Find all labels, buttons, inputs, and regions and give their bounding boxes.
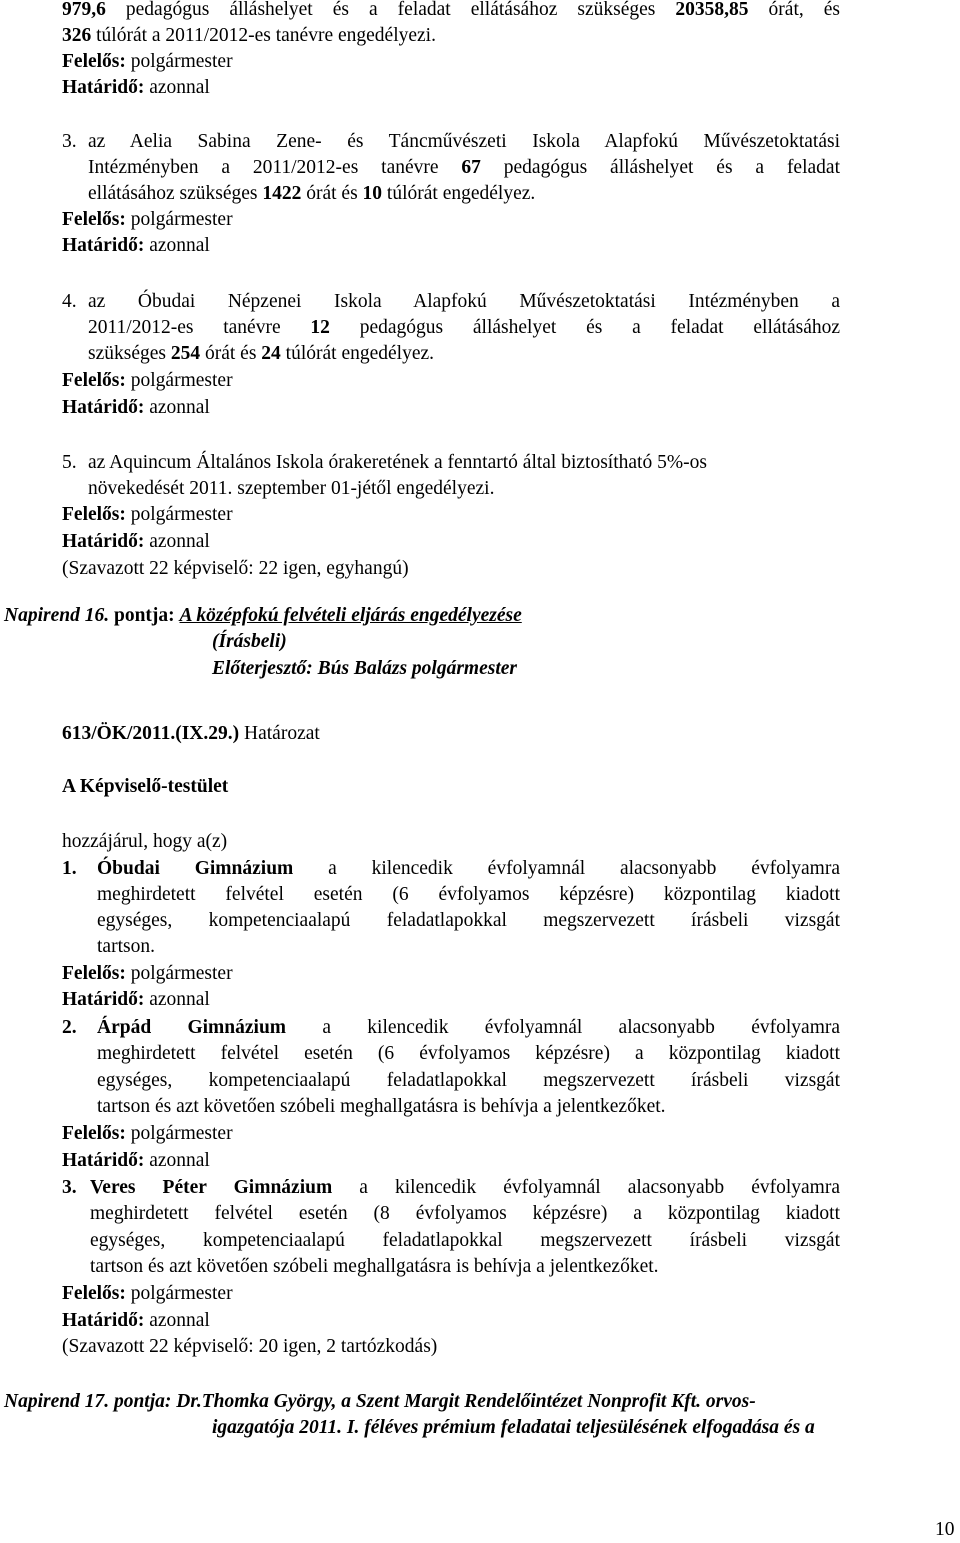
school2-number: 2.	[62, 1017, 77, 1038]
agenda17-line-2: igazgatója 2011. I. féléves prémium feladatai teljesülésének elfogadása és a	[212, 1417, 815, 1438]
school2-line-4: tartson és azt követően szóbeli meghallgatásra is behívja a jelentkezőket.	[97, 1096, 666, 1117]
school3-deadline: Határidő: azonnal	[62, 1310, 210, 1331]
school1-deadline: Határidő: azonnal	[62, 989, 210, 1010]
agenda16-presenter: Előterjesztő: Bús Balázs polgármester	[212, 658, 517, 679]
item4-number: 4.	[62, 291, 77, 312]
item4-responsible: Felelős: polgármester	[62, 370, 233, 391]
school2-responsible: Felelős: polgármester	[62, 1123, 233, 1144]
top-item-line-1: 979,6 pedagógus álláshelyet és a feladat ellátásához szükséges 20358,85 órát, és	[62, 0, 840, 20]
school1-line-2: meghirdetett felvétel esetén (6 évfolyamos képzésre) központilag kiadott	[97, 884, 840, 905]
school3-responsible: Felelős: polgármester	[62, 1283, 233, 1304]
item5-line-2: növekedését 2011. szeptember 01-jétől engedélyezi.	[88, 478, 495, 499]
item5-deadline: Határidő: azonnal	[62, 531, 210, 552]
school2-line-3: egységes, kompetenciaalapú feladatlapokkal megszervezett írásbeli vizsgát	[97, 1070, 840, 1091]
school3-line-1: Veres Péter Gimnázium a kilencedik évfolyamnál alacsonyabb évfolyamra	[90, 1177, 840, 1198]
item3-deadline: Határidő: azonnal	[62, 235, 210, 256]
item3-number: 3.	[62, 131, 77, 152]
agenda16-subtitle: (Írásbeli)	[212, 631, 287, 652]
vote-2: (Szavazott 22 képviselő: 20 igen, 2 tartózkodás)	[62, 1336, 438, 1357]
school1-line-1: Óbudai Gimnázium a kilencedik évfolyamnál alacsonyabb évfolyamra	[97, 858, 840, 879]
page-number: 10	[935, 1519, 955, 1540]
resolution-number: 613/ÖK/2011.(IX.29.) Határozat	[62, 723, 320, 744]
resolution-intro: hozzájárul, hogy a(z)	[62, 831, 228, 852]
school3-line-4: tartson és azt követően szóbeli meghallgatásra is behívja a jelentkezőket.	[90, 1256, 659, 1277]
item3-line-2: Intézményben a 2011/2012-es tanévre 67 pedagógus álláshelyet és a feladat	[88, 157, 840, 178]
item3-line-3: ellátásához szükséges 1422 órát és 10 túlórát engedélyez.	[88, 183, 536, 204]
top-item-deadline: Határidő: azonnal	[62, 77, 210, 98]
item3-responsible: Felelős: polgármester	[62, 209, 233, 230]
school2-deadline: Határidő: azonnal	[62, 1150, 210, 1171]
school3-line-2: meghirdetett felvétel esetén (8 évfolyamos képzésre) a központilag kiadott	[90, 1203, 840, 1224]
item4-line-3: szükséges 254 órát és 24 túlórát engedélyez.	[88, 343, 435, 364]
item5-responsible: Felelős: polgármester	[62, 504, 233, 525]
school3-number: 3.	[62, 1177, 77, 1198]
school1-line-3: egységes, kompetenciaalapú feladatlapokkal megszervezett írásbeli vizsgát	[97, 910, 840, 931]
school2-line-2: meghirdetett felvétel esetén (6 évfolyamos képzésre) a központilag kiadott	[97, 1043, 840, 1064]
agenda17-line-1: Napirend 17. pontja: Dr.Thomka György, a Szent Margit Rendelőintézet Nonprofit Kft. orvos-	[4, 1391, 756, 1412]
resolution-body: A Képviselő-testület	[62, 776, 229, 797]
school2-line-1: Árpád Gimnázium a kilencedik évfolyamnál alacsonyabb évfolyamra	[97, 1017, 841, 1038]
item4-deadline: Határidő: azonnal	[62, 397, 210, 418]
agenda16-heading: Napirend 16. pontja: A középfokú felvételi eljárás engedélyezése	[4, 605, 522, 626]
item5-line-1: az Aquincum Általános Iskola órakeretének a fenntartó által biztosítható 5%-os	[88, 452, 707, 473]
item4-line-2: 2011/2012-es tanévre 12 pedagógus álláshelyet és a feladat ellátásához	[88, 317, 841, 338]
school1-line-4: tartson.	[97, 936, 155, 957]
item4-line-1: az Óbudai Népzenei Iskola Alapfokú Művészetoktatási Intézményben a	[88, 291, 840, 312]
school1-responsible: Felelős: polgármester	[62, 963, 233, 984]
item5-number: 5.	[62, 452, 77, 473]
top-item-line-2: 326 túlórát a 2011/2012-es tanévre engedélyezi.	[62, 25, 436, 46]
school1-number: 1.	[62, 858, 77, 879]
top-item-responsible: Felelős: polgármester	[62, 51, 233, 72]
school3-line-3: egységes, kompetenciaalapú feladatlapokkal megszervezett írásbeli vizsgát	[90, 1230, 840, 1251]
item5-vote: (Szavazott 22 képviselő: 22 igen, egyhangú)	[62, 558, 409, 579]
item3-line-1: az Aelia Sabina Zene- és Táncművészeti Iskola Alapfokú Művészetoktatási	[88, 131, 840, 152]
